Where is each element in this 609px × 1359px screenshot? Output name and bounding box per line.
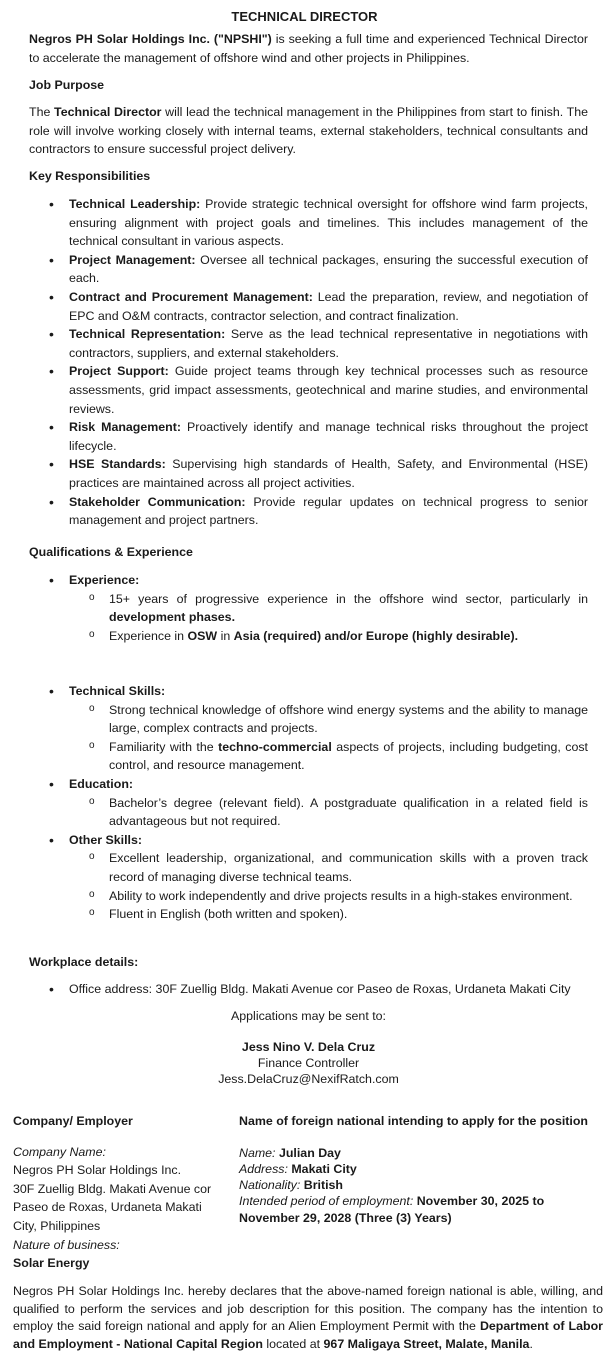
nature-value: Solar Energy [13, 1256, 90, 1271]
job-purpose-paragraph [29, 103, 588, 159]
experience-label: Experience: [69, 573, 140, 587]
declaration-end: . [529, 1336, 533, 1351]
job-purpose-heading: Job Purpose [29, 78, 105, 92]
list-item [29, 362, 588, 418]
list-item [29, 493, 588, 530]
item-label: Technical Leadership: [69, 197, 201, 211]
workplace-list [29, 980, 588, 999]
office-address: Office address: 30F Zuellig Bldg. Makati Avenue cor Paseo de Roxas, Urdaneta Makati City [69, 982, 571, 996]
exp2-mid: in [217, 628, 234, 643]
list-item [29, 325, 588, 362]
contact-email[interactable]: Jess.DelaCruz@NexifRatch.com [218, 1072, 399, 1086]
other-skills-list [29, 831, 588, 850]
nature-label: Nature of business: [13, 1237, 120, 1252]
education-label: Education: [69, 776, 134, 791]
workplace-section [29, 980, 588, 999]
tech-skills-sublist [29, 701, 588, 775]
other1-text: Excellent leadership, organizational, and communication skills with a proven track record of managing diverse technical teams. [109, 851, 588, 884]
skills-section [29, 682, 588, 924]
list-item [29, 701, 588, 738]
qualifications-heading: Qualifications & Experience [29, 545, 193, 559]
list-item [29, 288, 588, 325]
responsibilities-heading: Key Responsibilities [29, 169, 151, 183]
fn-period: November 30, 2025 to November 29, 2028 (Three (3) Years) [239, 1194, 545, 1225]
item-text: Supervising high standards of Health, Safety, and Environmental (HSE) practices are maintained across all project activities. [69, 457, 588, 490]
exp2-bold-osw: OSW [187, 628, 218, 643]
list-item [29, 887, 588, 906]
responsibilities-list [29, 195, 588, 530]
foreign-national-heading: Name of foreign national intending to apply for the position [239, 1114, 588, 1128]
item-label: HSE Standards: [69, 457, 166, 472]
employer-heading: Company/ Employer [13, 1114, 133, 1128]
list-item [29, 682, 588, 701]
item-text: Lead the preparation, review, and negotiation of EPC and O&M contracts, contractor selection, and contract finalization. [69, 289, 589, 323]
edu1-text: Bachelor’s degree (relevant field). A postgraduate qualification in a related field is advantageous but not required. [109, 795, 588, 829]
other2-text: Ability to work independently and drive projects results in a high-stakes environment. [109, 888, 573, 903]
item-label: Project Support: [69, 364, 169, 379]
fn-nationality: British [303, 1178, 343, 1193]
item-text: Provide regular updates on technical progress to senior management and project partners. [69, 494, 588, 528]
foreign-national-column [239, 1112, 599, 1226]
fn-period-row [239, 1193, 559, 1226]
fn-name-label: Name: [239, 1145, 276, 1160]
item-text: Serve as the lead technical representative in negotiations with contractors, suppliers, and external stakeholders. [69, 327, 589, 360]
tech2-bold: techno-commercial [218, 739, 332, 754]
fn-name: Julian Day [278, 1145, 341, 1160]
education-sublist [29, 794, 588, 831]
list-item [29, 455, 588, 492]
experience-list [29, 571, 588, 590]
exp1-text: 15+ years of progressive experience in the offshore wind sector, particularly in [109, 591, 588, 606]
intro-text: is seeking a full time and experienced Technical Director to accelerate the management of offshore wind and other projects in Philippines. [29, 32, 588, 65]
tech-skills-list [29, 682, 588, 701]
education-list [29, 775, 588, 794]
list-item [29, 195, 588, 251]
declaration-mid: located at [262, 1336, 324, 1351]
fn-nationality-label: Nationality: [239, 1178, 301, 1193]
intro-paragraph [29, 30, 588, 67]
other3-text: Fluent in English (both written and spoken). [109, 907, 348, 922]
tech1-text: Strong technical knowledge of offshore wind energy systems and the ability to manage large, complex contracts and projects. [109, 702, 588, 736]
employer-column [13, 1112, 228, 1273]
job-purpose-role: Technical Director [54, 105, 162, 119]
list-item [29, 738, 588, 775]
tech2-pre: Familiarity with the [109, 739, 219, 754]
item-text: Oversee all technical packages, ensuring the successful execution of each. [69, 252, 588, 286]
list-item [29, 571, 588, 590]
item-text: Provide strategic technical oversight for offshore wind farm projects, ensuring alignment with project goals and timelines. This includes management of the technical consultant in various aspects. [69, 197, 588, 249]
fn-name-row [239, 1145, 599, 1161]
company-name-label: Company Name: [13, 1144, 106, 1159]
fn-address-row [239, 1161, 599, 1177]
company-address: 30F Zuellig Bldg. Makati Avenue cor Paseo de Roxas, Urdaneta Makati City, Philippines [13, 1181, 212, 1233]
list-item [29, 775, 588, 794]
fn-address-label: Address: [239, 1161, 288, 1176]
exp2-text: Experience in [109, 628, 188, 643]
responsibilities-list-container [29, 195, 588, 530]
item-label: Project Management: [69, 252, 196, 267]
list-item [29, 980, 588, 999]
declaration-paragraph [13, 1283, 603, 1353]
job-purpose-text: will lead the technical management in the Philippines from start to finish. The role will involve working closely with internal teams, external stakeholders, technical consultants and contractors to ensure successful project delivery. [29, 105, 588, 157]
applications-intro: Applications may be sent to: [231, 1009, 386, 1023]
exp2-bold-region: Asia (required) and/or Europe (highly desirable). [233, 628, 519, 643]
list-item [29, 627, 588, 646]
contact-block [29, 1039, 588, 1087]
other-skills-sublist [29, 849, 588, 923]
item-label: Contract and Procurement Management: [69, 289, 313, 304]
document-title: TECHNICAL DIRECTOR [231, 9, 378, 24]
fn-nationality-row [239, 1177, 599, 1193]
other-skills-label: Other Skills: [69, 832, 142, 847]
company-name-intro: Negros PH Solar Holdings Inc. ("NPSHI") [29, 32, 272, 46]
declaration-address: 967 Maligaya Street, Malate, Manila [323, 1336, 530, 1351]
list-item [29, 849, 588, 886]
item-text: Proactively identify and manage technical risks throughout the project lifecycle. [69, 420, 588, 453]
experience-sublist [29, 590, 588, 646]
job-purpose-pre: The [29, 105, 55, 119]
contact-role: Finance Controller [257, 1056, 360, 1070]
company-name: Negros PH Solar Holdings Inc. [13, 1163, 182, 1178]
experience-section [29, 571, 588, 645]
item-label: Technical Representation: [69, 327, 226, 342]
list-item [29, 831, 588, 850]
item-label: Risk Management: [69, 420, 181, 435]
declaration-dole: Department of Labor and Employment - National Capital Region [13, 1319, 603, 1351]
contact-name: Jess Nino V. Dela Cruz [241, 1040, 376, 1054]
list-item [29, 418, 588, 455]
workplace-heading: Workplace details: [29, 955, 139, 969]
exp1-bold: development phases. [109, 610, 236, 625]
tech-skills-label: Technical Skills: [69, 684, 166, 698]
fn-address: Makati City [291, 1161, 357, 1176]
list-item [29, 794, 588, 831]
tech2-post: aspects of projects, including budgeting, cost control, and resource management. [109, 739, 588, 773]
fn-period-label: Intended period of employment: [239, 1194, 414, 1209]
list-item [29, 251, 588, 288]
declaration-text: Negros PH Solar Holdings Inc. hereby declares that the above-named foreign national is able, willing, and qualified to perform the services and job description for this position. The company has the intention to employ the said foreign national and apply for an Alien Employment Permit with the [13, 1284, 603, 1333]
item-label: Stakeholder Communication: [69, 494, 246, 509]
list-item [29, 590, 588, 627]
item-text: Guide project teams through key technical processes such as resource assessments, grid impact assessments, geotechnical and marine studies, and environmental reviews. [69, 364, 588, 416]
list-item [29, 905, 588, 924]
